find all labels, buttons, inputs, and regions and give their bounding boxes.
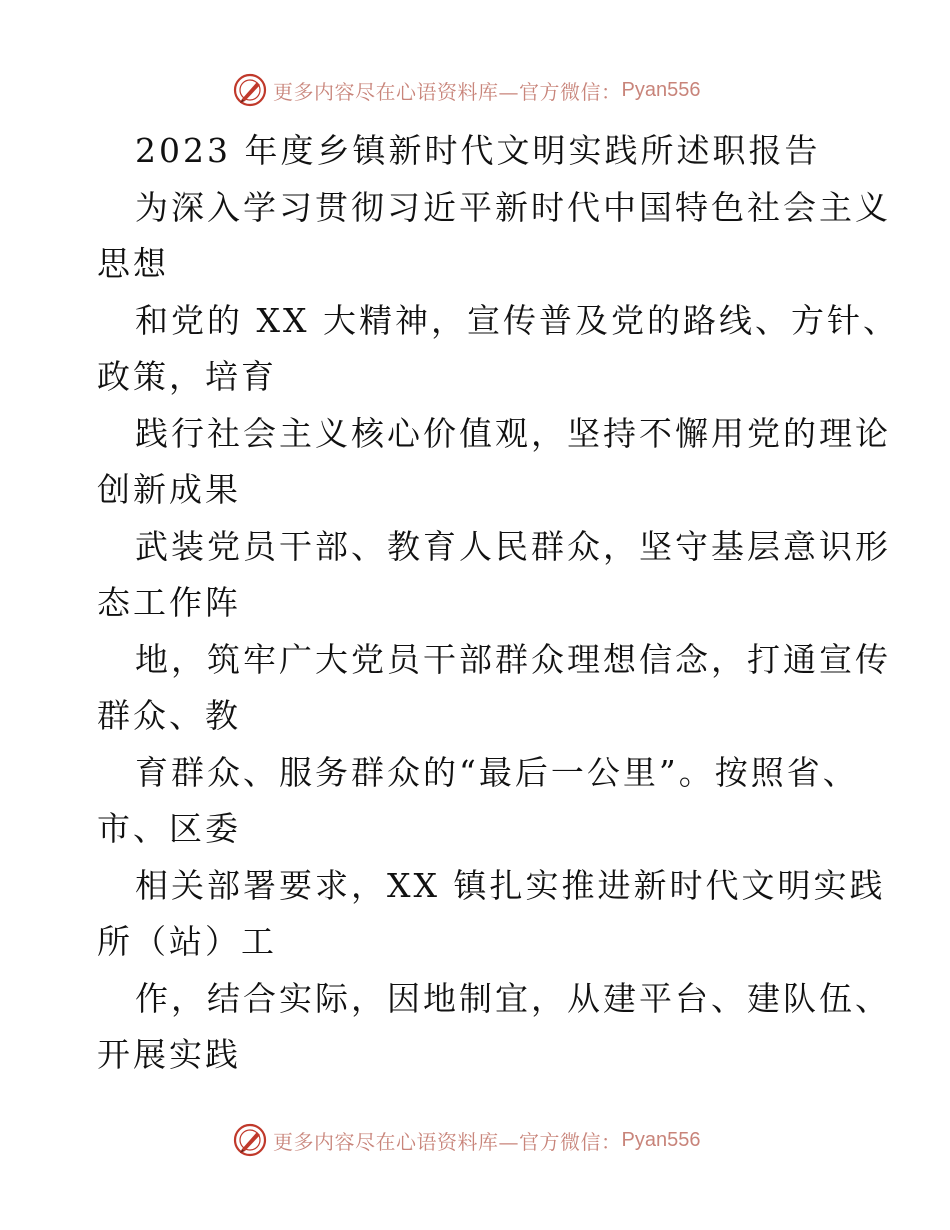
paragraph-line: 作，结合实际，因地制宜，从建平台、建队伍、 (135, 978, 891, 1018)
paragraph-line: 育群众、服务群众的“最后一公里”。按照省、 (135, 752, 859, 792)
paragraph-line: 地，筑牢广大党员干部群众理想信念，打通宣传 (135, 639, 891, 679)
pen-logo-icon (233, 1123, 267, 1157)
document-title: 2023 年度乡镇新时代文明实践所述职报告 (135, 131, 821, 170)
footer-banner (233, 1120, 700, 1160)
paragraph-line: 态工作阵 (97, 583, 241, 622)
pen-logo-icon (233, 73, 267, 107)
header-banner-text: 更多内容尽在心语资料库—官方微信： (273, 79, 622, 104)
paragraph-line: 为深入学习贯彻习近平新时代中国特色社会主义 (135, 187, 891, 227)
paragraph-line: 开展实践 (97, 1035, 241, 1074)
paragraph-line: 市、区委 (97, 809, 241, 848)
paragraph-line: 创新成果 (97, 470, 241, 509)
document-body (97, 123, 899, 1084)
paragraph-line: 思想 (97, 244, 169, 283)
paragraph-line: 群众、教 (97, 696, 241, 735)
paragraph-line: 所（站）工 (97, 922, 277, 961)
paragraph-line: 相关部署要求，XX 镇扎实推进新时代文明实践 (135, 865, 886, 905)
paragraph-line: 政策，培育 (97, 357, 277, 396)
paragraph-line: 武装党员干部、教育人民群众，坚守基层意识形 (135, 526, 891, 566)
paragraph-line: 和党的 XX 大精神，宣传普及党的路线、方针、 (135, 300, 899, 340)
header-banner-wechat-id: Pyan556 (621, 78, 701, 101)
paragraph-line: 践行社会主义核心价值观，坚持不懈用党的理论 (135, 413, 891, 453)
footer-banner-text: 更多内容尽在心语资料库—官方微信： (273, 1129, 622, 1154)
header-banner (233, 70, 700, 110)
footer-banner-wechat-id: Pyan556 (621, 1128, 701, 1151)
